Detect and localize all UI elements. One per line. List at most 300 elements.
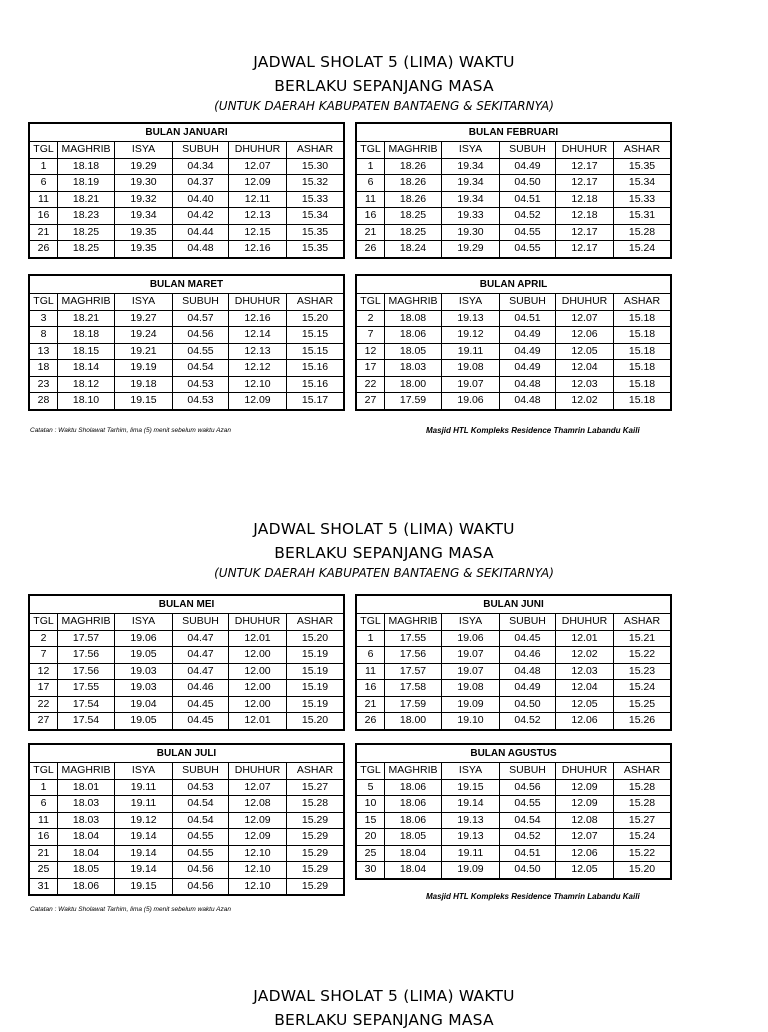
table-cell: 30	[356, 862, 385, 879]
table-row	[29, 630, 344, 647]
month-title: BULAN AGUSTUS	[356, 744, 671, 763]
table-cell: 12.01	[229, 630, 287, 647]
table-cell: 18.06	[385, 812, 442, 829]
column-header: ISYA	[442, 763, 500, 780]
table-cell: 19.09	[442, 862, 500, 879]
table-cell: 04.49	[500, 327, 556, 344]
table-row	[29, 175, 344, 192]
table-row	[356, 158, 671, 175]
table-row	[29, 393, 344, 410]
table-cell: 12.07	[556, 829, 614, 846]
table-cell: 12.11	[229, 191, 287, 208]
table-cell: 15.29	[287, 829, 345, 846]
table-agustus	[355, 743, 672, 880]
table-row	[29, 713, 344, 730]
page-title: JADWAL SHOLAT 5 (LIMA) WAKTU	[253, 53, 515, 71]
table-cell: 15.23	[614, 663, 672, 680]
mosque-name: Masjid HTL Kompleks Residence Thamrin Labandu Kaili	[426, 892, 640, 901]
table-cell: 25	[29, 862, 58, 879]
table-cell: 25	[356, 845, 385, 862]
table-cell: 12.09	[556, 796, 614, 813]
table-row	[29, 845, 344, 862]
column-header: DHUHUR	[556, 763, 614, 780]
table-row	[29, 696, 344, 713]
table-cell: 04.52	[500, 713, 556, 730]
table-cell: 19.11	[442, 845, 500, 862]
table-cell: 18.21	[58, 191, 115, 208]
table-cell: 15.28	[614, 796, 672, 813]
table-cell: 15.16	[287, 376, 345, 393]
table-cell: 22	[356, 376, 385, 393]
table-row	[29, 191, 344, 208]
table-cell: 17.54	[58, 713, 115, 730]
column-header: ISYA	[442, 614, 500, 631]
table-cell: 11	[356, 663, 385, 680]
table-cell: 12.17	[556, 224, 614, 241]
column-header: ASHAR	[614, 142, 672, 159]
table-cell: 2	[29, 630, 58, 647]
table-cell: 18.03	[385, 360, 442, 377]
table-cell: 27	[29, 713, 58, 730]
table-cell: 12	[29, 663, 58, 680]
table-cell: 15.19	[287, 647, 345, 664]
table-cell: 19.35	[115, 241, 173, 258]
table-cell: 15.32	[287, 175, 345, 192]
table-row	[29, 812, 344, 829]
table-cell: 15.24	[614, 829, 672, 846]
table-cell: 19.05	[115, 647, 173, 664]
table-row	[29, 878, 344, 895]
table-cell: 04.56	[500, 779, 556, 796]
table-cell: 19.32	[115, 191, 173, 208]
table-cell: 18.04	[385, 845, 442, 862]
table-cell: 19.12	[442, 327, 500, 344]
table-cell: 15.18	[614, 393, 672, 410]
table-cell: 15.33	[614, 191, 672, 208]
table-cell: 16	[29, 208, 58, 225]
table-cell: 3	[29, 310, 58, 327]
table-cell: 12.10	[229, 845, 287, 862]
table-cell: 04.55	[173, 845, 229, 862]
table-cell: 19.34	[442, 158, 500, 175]
table-cell: 19.08	[442, 360, 500, 377]
table-cell: 7	[29, 647, 58, 664]
table-cell: 2	[356, 310, 385, 327]
table-cell: 18.08	[385, 310, 442, 327]
month-title: BULAN JUNI	[356, 595, 671, 614]
table-row	[29, 829, 344, 846]
table-cell: 12.01	[556, 630, 614, 647]
table-cell: 15.17	[287, 393, 345, 410]
table-cell: 04.55	[173, 829, 229, 846]
column-header: MAGHRIB	[385, 142, 442, 159]
table-cell: 04.53	[173, 779, 229, 796]
column-header: SUBUH	[173, 614, 229, 631]
table-cell: 31	[29, 878, 58, 895]
page-title-line2: BERLAKU SEPANJANG MASA	[274, 544, 494, 562]
month-title: BULAN JULI	[29, 744, 344, 763]
table-cell: 04.47	[173, 647, 229, 664]
table-cell: 12.10	[229, 862, 287, 879]
column-header: MAGHRIB	[385, 294, 442, 311]
table-cell: 19.19	[115, 360, 173, 377]
table-cell: 15.24	[614, 680, 672, 697]
table-row	[29, 327, 344, 344]
table-row	[29, 680, 344, 697]
column-header: TGL	[29, 294, 58, 311]
table-cell: 12.12	[229, 360, 287, 377]
column-header: ASHAR	[287, 294, 345, 311]
table-cell: 22	[29, 696, 58, 713]
table-cell: 19.29	[115, 158, 173, 175]
table-cell: 17.55	[385, 630, 442, 647]
table-cell: 04.49	[500, 343, 556, 360]
table-cell: 17.55	[58, 680, 115, 697]
table-cell: 15.25	[614, 696, 672, 713]
table-row	[29, 343, 344, 360]
table-row	[29, 208, 344, 225]
table-cell: 12	[356, 343, 385, 360]
table-cell: 19.15	[115, 878, 173, 895]
table-cell: 20	[356, 829, 385, 846]
column-header: DHUHUR	[229, 142, 287, 159]
table-cell: 19.05	[115, 713, 173, 730]
table-cell: 19.07	[442, 376, 500, 393]
table-cell: 15.30	[287, 158, 345, 175]
table-cell: 15.29	[287, 812, 345, 829]
table-row	[356, 191, 671, 208]
table-cell: 12.04	[556, 680, 614, 697]
table-cell: 19.33	[442, 208, 500, 225]
table-cell: 15.35	[287, 224, 345, 241]
table-row	[29, 224, 344, 241]
table-cell: 18.25	[385, 224, 442, 241]
table-row	[356, 696, 671, 713]
table-cell: 6	[356, 647, 385, 664]
table-row	[29, 310, 344, 327]
table-cell: 12.05	[556, 696, 614, 713]
table-row	[29, 862, 344, 879]
column-header: SUBUH	[500, 614, 556, 631]
table-cell: 15.15	[287, 343, 345, 360]
table-cell: 18.04	[385, 862, 442, 879]
table-row	[29, 360, 344, 377]
column-header: SUBUH	[500, 763, 556, 780]
table-cell: 15.19	[287, 680, 345, 697]
column-header: SUBUH	[173, 763, 229, 780]
column-header: ISYA	[442, 294, 500, 311]
table-cell: 19.03	[115, 663, 173, 680]
table-cell: 18.18	[58, 327, 115, 344]
table-row	[29, 647, 344, 664]
table-cell: 19.24	[115, 327, 173, 344]
table-cell: 16	[356, 680, 385, 697]
table-cell: 15.16	[287, 360, 345, 377]
table-row	[356, 796, 671, 813]
table-cell: 17.56	[385, 647, 442, 664]
table-cell: 17.57	[58, 630, 115, 647]
column-header: ISYA	[115, 142, 173, 159]
table-cell: 15.31	[614, 208, 672, 225]
table-cell: 19.14	[115, 862, 173, 879]
table-cell: 1	[29, 158, 58, 175]
table-cell: 12.00	[229, 647, 287, 664]
table-cell: 04.55	[500, 224, 556, 241]
table-cell: 16	[356, 208, 385, 225]
table-cell: 18.18	[58, 158, 115, 175]
table-cell: 15.21	[614, 630, 672, 647]
table-cell: 15.35	[287, 241, 345, 258]
table-cell: 11	[356, 191, 385, 208]
table-row	[29, 376, 344, 393]
table-cell: 12.06	[556, 327, 614, 344]
table-cell: 12.04	[556, 360, 614, 377]
table-cell: 04.48	[500, 376, 556, 393]
table-row	[356, 224, 671, 241]
table-cell: 04.42	[173, 208, 229, 225]
table-cell: 04.54	[173, 796, 229, 813]
table-row	[356, 829, 671, 846]
table-cell: 13	[29, 343, 58, 360]
table-cell: 6	[29, 796, 58, 813]
table-cell: 04.37	[173, 175, 229, 192]
table-cell: 19.14	[115, 829, 173, 846]
table-cell: 04.54	[173, 360, 229, 377]
table-row	[356, 779, 671, 796]
table-cell: 6	[356, 175, 385, 192]
table-cell: 17	[29, 680, 58, 697]
table-cell: 19.34	[442, 175, 500, 192]
table-row	[356, 812, 671, 829]
table-cell: 27	[356, 393, 385, 410]
column-header: TGL	[356, 614, 385, 631]
column-header: MAGHRIB	[58, 763, 115, 780]
table-cell: 15.19	[287, 696, 345, 713]
table-cell: 04.49	[500, 158, 556, 175]
column-header: MAGHRIB	[58, 614, 115, 631]
column-header: ASHAR	[614, 763, 672, 780]
table-cell: 19.34	[442, 191, 500, 208]
table-cell: 04.34	[173, 158, 229, 175]
table-cell: 04.48	[500, 393, 556, 410]
table-cell: 19.13	[442, 829, 500, 846]
table-cell: 19.30	[115, 175, 173, 192]
table-cell: 18.06	[385, 779, 442, 796]
table-cell: 19.06	[442, 393, 500, 410]
table-cell: 11	[29, 812, 58, 829]
table-cell: 28	[29, 393, 58, 410]
table-cell: 26	[29, 241, 58, 258]
table-cell: 12.18	[556, 208, 614, 225]
table-cell: 21	[356, 696, 385, 713]
table-row	[29, 158, 344, 175]
table-cell: 16	[29, 829, 58, 846]
table-cell: 15.28	[287, 796, 345, 813]
table-cell: 04.55	[173, 343, 229, 360]
column-header: SUBUH	[500, 294, 556, 311]
table-cell: 26	[356, 241, 385, 258]
table-cell: 15.28	[614, 779, 672, 796]
table-row	[356, 663, 671, 680]
table-cell: 04.57	[173, 310, 229, 327]
table-cell: 19.03	[115, 680, 173, 697]
table-cell: 17.56	[58, 663, 115, 680]
table-row	[356, 862, 671, 879]
table-cell: 17	[356, 360, 385, 377]
table-cell: 15.35	[614, 158, 672, 175]
table-cell: 12.01	[229, 713, 287, 730]
table-row	[356, 360, 671, 377]
table-cell: 18.06	[58, 878, 115, 895]
table-cell: 15.19	[287, 663, 345, 680]
table-cell: 04.55	[500, 796, 556, 813]
table-row	[356, 647, 671, 664]
table-cell: 18	[29, 360, 58, 377]
table-cell: 1	[356, 630, 385, 647]
table-cell: 19.10	[442, 713, 500, 730]
table-cell: 17.59	[385, 696, 442, 713]
table-cell: 17.57	[385, 663, 442, 680]
table-cell: 04.47	[173, 663, 229, 680]
column-header: ISYA	[115, 614, 173, 631]
table-cell: 12.17	[556, 158, 614, 175]
table-maret	[28, 274, 345, 411]
table-cell: 17.58	[385, 680, 442, 697]
table-cell: 19.29	[442, 241, 500, 258]
table-cell: 21	[29, 224, 58, 241]
table-row	[356, 393, 671, 410]
table-cell: 19.12	[115, 812, 173, 829]
table-cell: 7	[356, 327, 385, 344]
table-cell: 18.25	[58, 241, 115, 258]
table-cell: 15.18	[614, 360, 672, 377]
table-cell: 19.07	[442, 663, 500, 680]
table-cell: 12.18	[556, 191, 614, 208]
table-cell: 19.06	[115, 630, 173, 647]
table-cell: 8	[29, 327, 58, 344]
table-cell: 5	[356, 779, 385, 796]
table-cell: 15.26	[614, 713, 672, 730]
table-cell: 19.15	[115, 393, 173, 410]
table-cell: 04.45	[173, 713, 229, 730]
month-title: BULAN FEBRUARI	[356, 123, 671, 142]
page-title-line2: BERLAKU SEPANJANG MASA	[274, 1011, 494, 1029]
table-cell: 04.53	[173, 393, 229, 410]
table-row	[356, 327, 671, 344]
table-cell: 18.03	[58, 812, 115, 829]
table-cell: 17.56	[58, 647, 115, 664]
table-cell: 15.27	[287, 779, 345, 796]
table-cell: 04.48	[173, 241, 229, 258]
table-cell: 12.07	[229, 779, 287, 796]
column-header: ASHAR	[287, 763, 345, 780]
table-cell: 18.14	[58, 360, 115, 377]
table-april	[355, 274, 672, 411]
table-cell: 18.15	[58, 343, 115, 360]
column-header: MAGHRIB	[58, 294, 115, 311]
table-cell: 15.18	[614, 327, 672, 344]
column-header: DHUHUR	[556, 142, 614, 159]
table-cell: 12.00	[229, 663, 287, 680]
column-header: SUBUH	[173, 294, 229, 311]
column-header: MAGHRIB	[385, 614, 442, 631]
month-title: BULAN MEI	[29, 595, 344, 614]
column-header: ISYA	[442, 142, 500, 159]
table-cell: 19.09	[442, 696, 500, 713]
table-cell: 04.55	[500, 241, 556, 258]
table-cell: 04.52	[500, 208, 556, 225]
table-cell: 12.17	[556, 241, 614, 258]
table-cell: 12.00	[229, 696, 287, 713]
table-row	[29, 796, 344, 813]
table-row	[356, 310, 671, 327]
table-cell: 04.56	[173, 327, 229, 344]
table-cell: 04.50	[500, 862, 556, 879]
column-header: TGL	[356, 763, 385, 780]
table-cell: 18.25	[58, 224, 115, 241]
column-header: TGL	[29, 614, 58, 631]
table-cell: 04.46	[500, 647, 556, 664]
table-cell: 12.15	[229, 224, 287, 241]
table-cell: 12.13	[229, 208, 287, 225]
table-cell: 15.22	[614, 647, 672, 664]
table-cell: 18.21	[58, 310, 115, 327]
table-cell: 19.14	[115, 845, 173, 862]
table-cell: 19.34	[115, 208, 173, 225]
table-cell: 19.18	[115, 376, 173, 393]
table-cell: 19.06	[442, 630, 500, 647]
table-cell: 18.03	[58, 796, 115, 813]
table-cell: 12.06	[556, 845, 614, 862]
table-cell: 15.27	[614, 812, 672, 829]
table-cell: 15.15	[287, 327, 345, 344]
table-cell: 18.24	[385, 241, 442, 258]
table-cell: 12.09	[229, 829, 287, 846]
table-cell: 15.29	[287, 878, 345, 895]
table-cell: 12.17	[556, 175, 614, 192]
page-subtitle: (UNTUK DAERAH KABUPATEN BANTAENG & SEKITARNYA)	[214, 99, 554, 113]
table-cell: 04.48	[500, 663, 556, 680]
table-cell: 19.11	[115, 796, 173, 813]
table-cell: 15	[356, 812, 385, 829]
table-cell: 04.46	[173, 680, 229, 697]
table-cell: 12.07	[229, 158, 287, 175]
table-januari	[28, 122, 345, 259]
table-cell: 19.13	[442, 812, 500, 829]
table-cell: 04.51	[500, 845, 556, 862]
table-row	[356, 630, 671, 647]
month-title: BULAN APRIL	[356, 275, 671, 294]
table-cell: 12.03	[556, 376, 614, 393]
table-cell: 12.08	[229, 796, 287, 813]
table-cell: 15.28	[614, 224, 672, 241]
table-cell: 12.14	[229, 327, 287, 344]
page-header-2	[0, 517, 768, 581]
table-cell: 10	[356, 796, 385, 813]
table-cell: 19.15	[442, 779, 500, 796]
table-cell: 04.56	[173, 878, 229, 895]
table-row	[356, 713, 671, 730]
column-header: DHUHUR	[556, 294, 614, 311]
table-cell: 12.10	[229, 878, 287, 895]
table-cell: 1	[29, 779, 58, 796]
column-header: TGL	[29, 142, 58, 159]
month-title: BULAN JANUARI	[29, 123, 344, 142]
table-cell: 12.05	[556, 862, 614, 879]
table-cell: 18.01	[58, 779, 115, 796]
table-cell: 17.54	[58, 696, 115, 713]
page-title-line2: BERLAKU SEPANJANG MASA	[274, 77, 494, 95]
